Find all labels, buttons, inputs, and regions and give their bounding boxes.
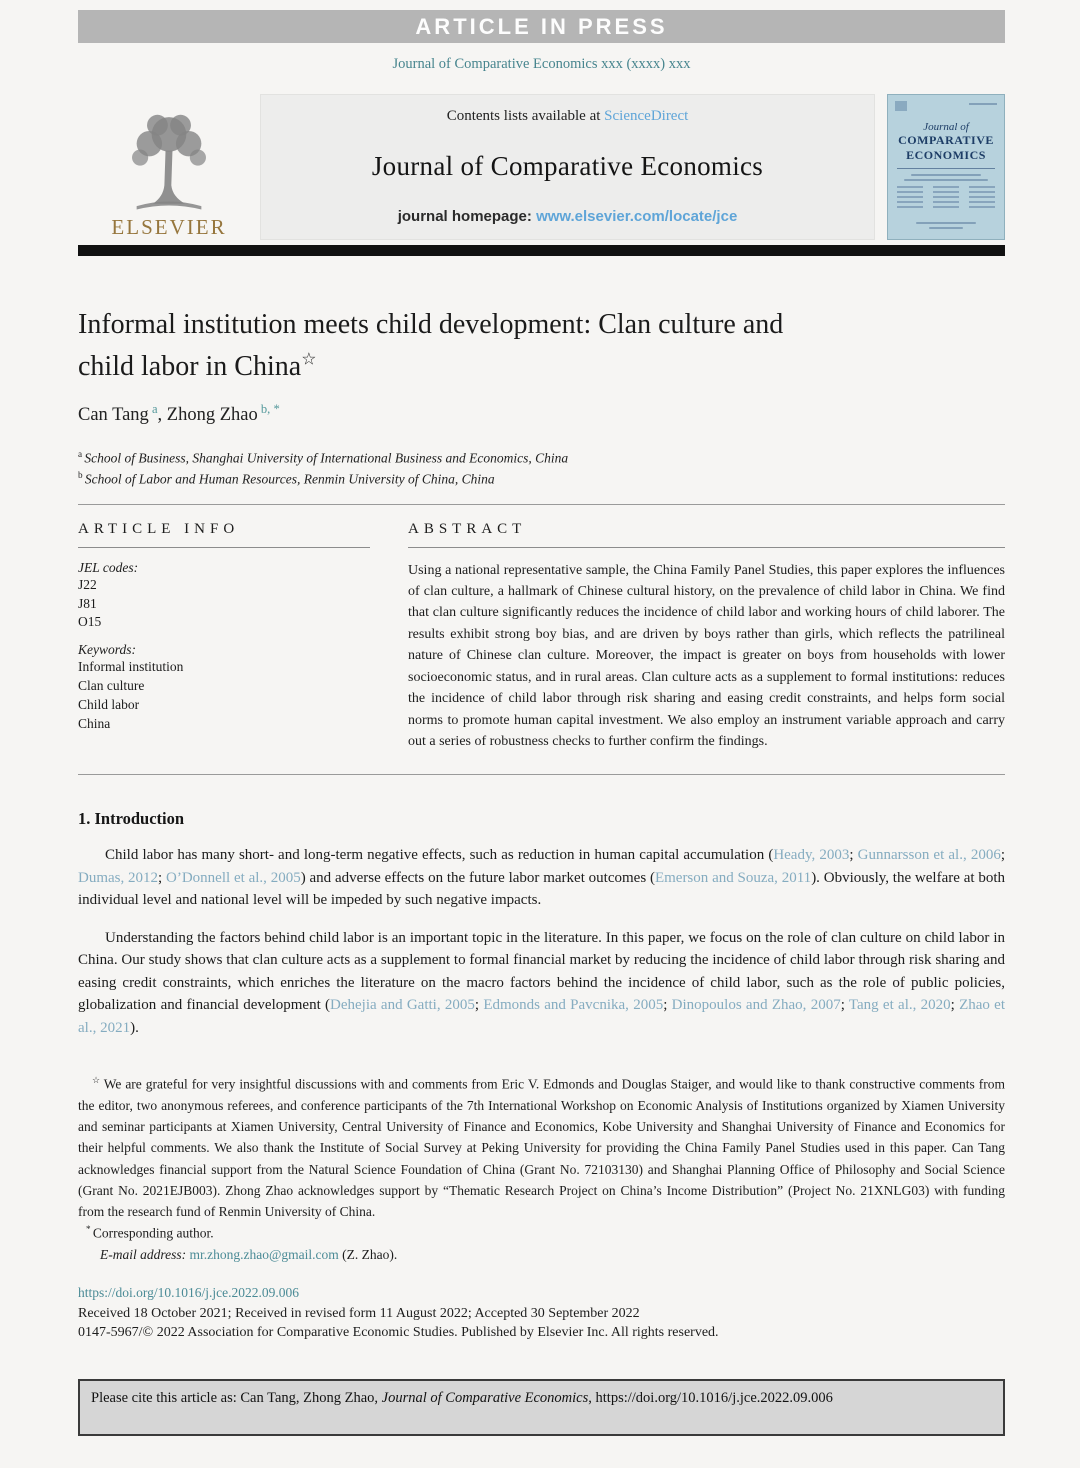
author-affil-ref[interactable]: b, * [257, 402, 280, 416]
cover-title-line1: Journal of [923, 121, 969, 133]
intro-paragraph-1: Child labor has many short- and long-term negative effects, such as reduction in human capital accumulation (Heady, 2003; Gunnarsson et al., 2006; Dumas, 2012; O’Donnell et al., 2005) and adverse effects on the future labor market outcomes (Emerson and Souza, 2011). Obviously, the welfare at both individual level and national level will be impeded by such negative impacts. [78, 847, 1005, 909]
title-footnote-star[interactable]: ☆ [301, 349, 317, 369]
sciencedirect-link[interactable]: ScienceDirect [604, 108, 689, 124]
article-title: Informal institution meets child development: Clan culture and child labor in China☆ [78, 309, 784, 382]
keyword: China [78, 716, 111, 731]
elsevier-tree-icon [110, 109, 228, 213]
jel-code: O15 [78, 614, 102, 630]
citation-link[interactable]: Emerson and Souza, 2011 [654, 869, 812, 886]
citation-link[interactable]: Tang et al., 2020 [848, 997, 951, 1014]
article-in-press-banner [78, 10, 1005, 43]
info-abstract-block [78, 505, 1005, 776]
citation-link[interactable]: Dumas, 2012 [78, 869, 159, 886]
cover-logo-mark [895, 101, 907, 111]
journal-citation-header: Journal of Comparative Economics xxx (xxxx) xxx [392, 56, 691, 72]
article-history-line: Received 18 October 2021; Received in revised form 11 August 2022; Accepted 30 September 2022 [78, 1306, 640, 1321]
keyword: Informal institution [78, 659, 184, 675]
copyright-line: 0147-5967/© 2022 Association for Comparative Economic Studies. Published by Elsevier Inc. All rights reserved. [78, 1325, 719, 1340]
article-first-page [0, 10, 1080, 1436]
jel-code: J22 [78, 576, 97, 592]
jel-codes-label: JEL codes: [78, 559, 139, 575]
please-cite-box: Please cite this article as: Can Tang, Zhong Zhao, Journal of Comparative Economics, https://doi.org/10.1016/j.jce.2022.09.006 [78, 1379, 1005, 1436]
abstract-heading: ABSTRACT [408, 521, 1005, 548]
keyword: Clan culture [78, 678, 145, 694]
article-in-press-label: ARTICLE IN PRESS [415, 13, 668, 39]
journal-homepage-line: journal homepage: www.elsevier.com/locate/jce [397, 208, 738, 225]
acknowledgment-footnote: ☆ We are grateful for very insightful discussions with and comments from Eric V. Edmonds and Douglas Staiger, and would like to thank constructive comments from the editor, two anonymous referees, and conference participants of the 7th International Workshop on Economic Analysis of Institutions organized by Xiamen University and seminar participants at Xiamen University, Central University of Finance and Economics, Kobe University and Shanghai University of Finance and Economics for their helpful comments. We also thank the Institute of Social Survey at Peking University for providing the China Family Panel Studies used in this paper. Can Tang acknowledges financial support from the Natural Science Foundation of China (Grant No. 72103130) and Shanghai Planning Office of Philosophy and Social Science (Grant No. 2021EJB003). Zhong Zhao acknowledges support by “Thematic Research Project on China’s Income Distribution” (Project No. 21XNLG03) with funding from the research fund of Renmin University of China. [78, 1075, 1006, 1219]
citation-link[interactable]: Gunnarsson et al., 2006 [857, 847, 1001, 864]
corresponding-author-note: * Corresponding author. [86, 1224, 214, 1241]
header-divider-bar [78, 245, 1005, 256]
journal-homepage-link[interactable]: www.elsevier.com/locate/jce [536, 208, 738, 225]
citation-link[interactable]: Edmonds and Pavcnika, 2005 [483, 997, 664, 1014]
abstract-column [408, 521, 1005, 753]
keyword: Child labor [78, 697, 140, 713]
intro-paragraph-2: Understanding the factors behind child labor is an important topic in the literature. In this paper, we focus on the role of clan culture on child labor in China. Our study shows that clan culture acts as a supplement to formal financial market by reducing the incidence of child labor through risk sharing and easing credit constraints, which enriches the literature on the macro factors behind the incidence of child labor, such as the role of public policies, globalization and financial development (Dehejia and Gatti, 2005; Edmonds and Pavcnika, 2005; Dinopoulos and Zhao, 2007; Tang et al., 2020; Zhao et al., 2021). [78, 929, 1006, 1036]
email-address-line: E-mail address: mr.zhong.zhao@gmail.com (Z. Zhao). [100, 1246, 398, 1262]
keywords-label: Keywords: [78, 642, 136, 658]
author-line: Can Tang $^a$, Zhong Zhao $^{b, *}$ [78, 402, 280, 426]
citation-link[interactable]: O’Donnell et al., 2005 [166, 869, 301, 886]
contents-available-line: Contents lists available at ScienceDirect [446, 108, 689, 124]
citation-link[interactable]: Zhao et al., 2021 [78, 997, 1006, 1036]
introduction-heading: 1. Introduction [78, 809, 185, 829]
citation-link[interactable]: Dehejia and Gatti, 2005 [330, 997, 475, 1014]
elsevier-wordmark: ELSEVIER [111, 215, 227, 239]
affiliation-a: $^a$ School of Business, Shanghai University of International Business and Economics, China [78, 449, 569, 466]
citation-link[interactable]: Dinopoulos and Zhao, 2007 [671, 997, 841, 1014]
journal-title: Journal of Comparative Economics [371, 151, 764, 181]
affiliation-b: $^b$ School of Labor and Human Resources, Renmin University of China, China [78, 469, 495, 487]
cover-title-line3: ECONOMICS [906, 148, 986, 162]
citation-link[interactable]: Heady, 2003 [773, 847, 850, 864]
author-affil-ref[interactable]: a [148, 402, 158, 416]
affiliations [78, 448, 1005, 490]
article-info-heading: ARTICLE INFO [78, 521, 370, 548]
abstract-text: Using a national representative sample, the China Family Panel Studies, this paper explores the influences of clan culture, a hallmark of Chinese cultural history, on the prevalence of child labor in China. We find that clan culture significantly reduces the incidence of child labor and working hours of child laborer. The results exhibit strong boy bias, and are driven by boys rather than girls, which reflects the patrilineal nature of Chinese clan culture. Moreover, the impact is greater on boys from households with lower socioeconomic status, and in rural areas. Clan culture acts as a supplement to formal institutions: reduces the incidence of child labor through risk sharing and easing credit constraints, and helps form social norms to promote human capital investment. We also employ an instrument variable approach and carry out a series of robustness checks to further confirm the findings. [408, 562, 1005, 749]
elsevier-logo[interactable] [78, 94, 260, 240]
cover-title-line2: COMPARATIVE [898, 133, 994, 147]
email-link[interactable]: mr.zhong.zhao@gmail.com [189, 1246, 339, 1262]
article-info-column [78, 521, 370, 753]
journal-cover-thumbnail[interactable] [887, 94, 1005, 240]
journal-masthead [260, 94, 875, 240]
footnotes [78, 1073, 1005, 1265]
jel-code: J81 [78, 595, 97, 611]
journal-header [78, 94, 1005, 240]
doi-link[interactable]: https://doi.org/10.1016/j.jce.2022.09.006 [78, 1285, 299, 1300]
